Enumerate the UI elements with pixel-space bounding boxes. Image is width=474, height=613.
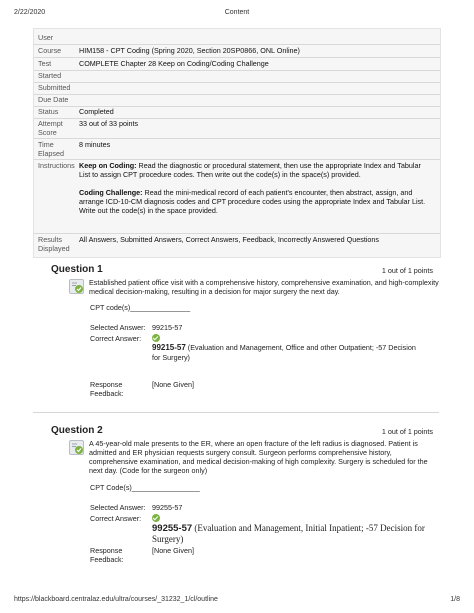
info-row-user [34, 33, 440, 45]
correct-check-icon [152, 334, 160, 342]
keep-on-coding-text: Read the diagnostic or procedural statement, then use the appropriate Index and Tabular List to assign CPT procedure codes. Then write out the code(s) in the space(s) provided. [79, 161, 421, 179]
due-date-label: Due Date [38, 95, 69, 104]
results-displayed-value: All Answers, Submitted Answers, Correct Answers, Feedback, Incorrectly Answered Questions [79, 235, 380, 244]
question-2-feedback-value: [None Given] [152, 546, 194, 555]
question-2-prompt: CPT Code(s)_________________ [90, 483, 200, 492]
instructions-body [79, 161, 431, 224]
test-value: COMPLETE Chapter 28 Keep on Coding/Coding Challenge [79, 59, 269, 68]
question-1-points: 1 out of 1 points [381, 266, 433, 275]
question-1-title: Question 1 [51, 264, 103, 275]
info-row-instructions [34, 161, 440, 234]
question-2-selected-label: Selected Answer: [90, 503, 146, 512]
question-1-text: Established patient office visit with a comprehensive history, comprehensive examination, and high-complexity medical decision-making, resulting in a decision for major surgery the next day. [89, 278, 439, 296]
question-2-text: A 45-year-old male presents to the ER, where an open fracture of the left radius is diagnosed. Patient is admitted and ER physician requests surgery consult. Surgeon performs comprehensive history, comprehensive examination, and medical decision-making of high complexity. Surgery is scheduled for the next day. (Code for the surgeon only) [89, 439, 428, 475]
question-2-correct-label: Correct Answer: [90, 514, 142, 523]
test-label: Test [38, 59, 52, 68]
correct-answer-icon [69, 440, 84, 455]
started-label: Started [38, 71, 62, 80]
instructions-keep-on-coding [79, 161, 431, 179]
info-row-due-date [34, 95, 440, 107]
question-divider [33, 412, 439, 413]
info-row-attempt-score [34, 119, 440, 139]
info-row-status [34, 107, 440, 119]
coding-challenge-heading: Coding Challenge: [79, 188, 143, 197]
coding-challenge-text: Read the mini-medical record of each patient's encounter, then abstract, assign, and arrange ICD-10-CM diagnosis codes and CPT procedure codes using the appropriate Index and Tabular List. Write out the code(s) in the space provided. [79, 188, 426, 215]
print-title: Content [224, 9, 250, 16]
footer-page-number: 1/8 [450, 596, 460, 603]
time-elapsed-value: 8 minutes [79, 140, 111, 149]
status-label: Status [38, 107, 59, 116]
info-row-started [34, 71, 440, 83]
correct-answer-icon [69, 279, 84, 294]
time-elapsed-label: Time Elapsed [38, 140, 64, 158]
instructions-label: Instructions [38, 161, 75, 170]
question-1-correct-label: Correct Answer: [90, 334, 142, 343]
info-row-course [34, 46, 440, 58]
question-1-correct-text: (Evaluation and Management, Office and other Outpatient; -57 Decision for Surgery) [152, 343, 416, 362]
print-date: 2/22/2020 [14, 9, 46, 16]
question-2-correct-answer [152, 523, 432, 545]
status-value: Completed [79, 107, 114, 116]
question-2 [33, 425, 439, 585]
info-row-time-elapsed [34, 140, 440, 160]
correct-check-icon [152, 514, 160, 522]
course-value: HIM158 - CPT Coding (Spring 2020, Section 20SP0866, ONL Online) [79, 46, 300, 55]
question-1-selected-value: 99215-57 [152, 323, 183, 332]
footer-url: https://blackboard.centralaz.edu/ultra/courses/_31232_1/cl/outline [14, 596, 218, 603]
attempt-info-panel [33, 28, 441, 258]
attempt-score-label: Attempt Score [38, 119, 63, 137]
question-1-selected-label: Selected Answer: [90, 323, 146, 332]
question-1-feedback-label: Response Feedback: [90, 380, 124, 398]
course-label: Course [38, 46, 62, 55]
info-row-submitted [34, 83, 440, 95]
info-row-test [34, 59, 440, 71]
question-1-prompt: CPT code(s)_______________ [90, 303, 191, 312]
question-1-correct-answer [152, 343, 422, 363]
question-1 [33, 264, 439, 404]
instructions-coding-challenge [79, 188, 431, 215]
question-2-correct-text: (Evaluation and Management, Initial Inpatient; -57 Decision for Surgery) [152, 523, 425, 544]
user-label: User [38, 33, 54, 42]
keep-on-coding-heading: Keep on Coding: [79, 161, 137, 170]
question-2-selected-value: 99255-57 [152, 503, 183, 512]
question-2-title: Question 2 [51, 425, 103, 436]
question-2-correct-code: 99255-57 [152, 523, 193, 534]
question-2-feedback-label: Response Feedback: [90, 546, 124, 564]
submitted-label: Submitted [38, 83, 71, 92]
info-row-results-displayed [34, 235, 440, 254]
results-displayed-label: Results Displayed [38, 235, 70, 253]
question-2-points: 1 out of 1 points [381, 427, 433, 436]
attempt-score-value: 33 out of 33 points [79, 119, 139, 128]
question-1-correct-code: 99215-57 [152, 343, 186, 352]
question-1-feedback-value: [None Given] [152, 380, 194, 389]
